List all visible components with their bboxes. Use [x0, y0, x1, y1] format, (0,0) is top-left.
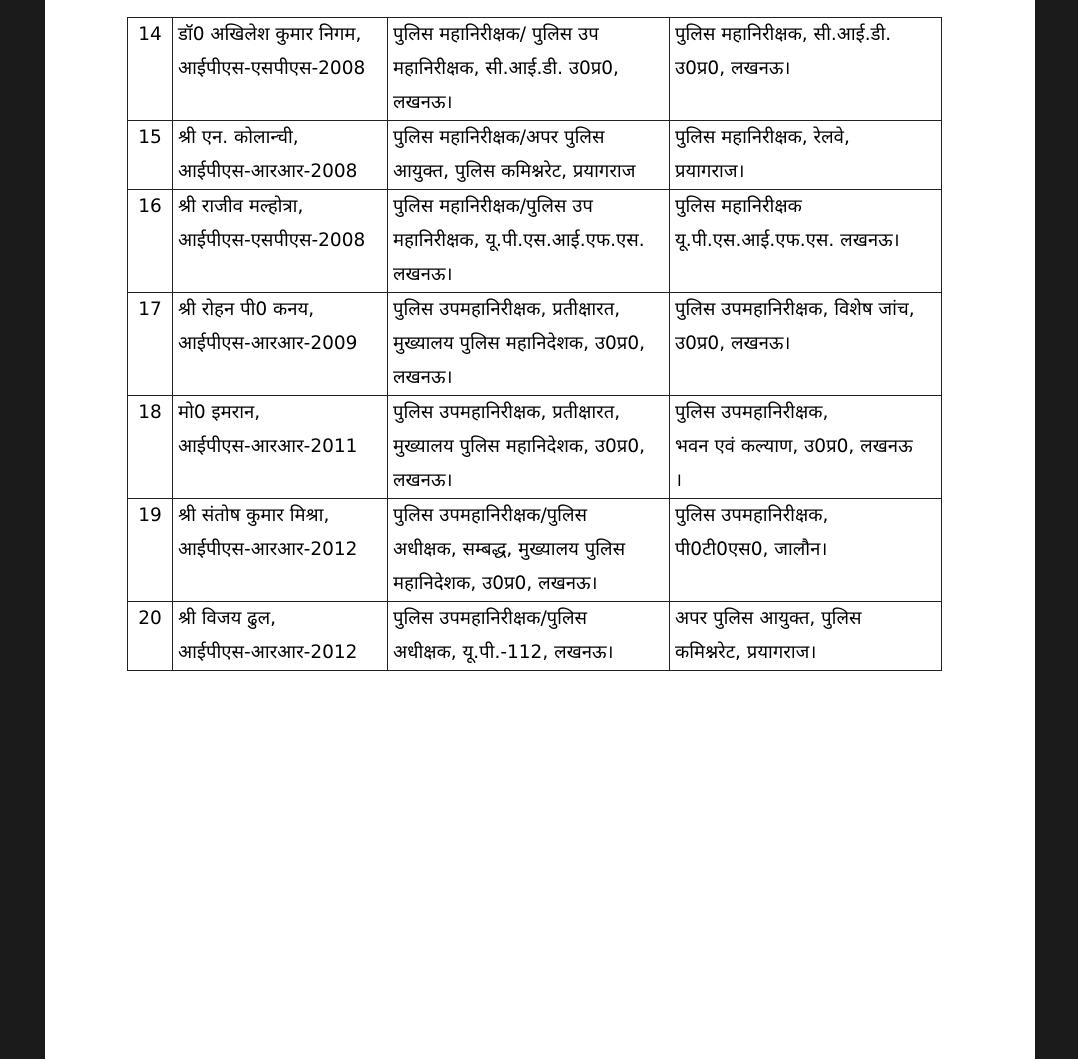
- serial-number: 20: [128, 602, 173, 671]
- new-post-line: उ0प्र0, लखनऊ।: [675, 58, 791, 79]
- current-post-cell: [388, 602, 670, 671]
- serial-number: 14: [128, 18, 173, 121]
- officer-batch: आईपीएस-आरआर-2011: [178, 436, 358, 457]
- new-post-line: पुलिस महानिरीक्षक: [675, 196, 802, 217]
- current-post-cell: [388, 121, 670, 190]
- officer-name: श्री रोहन पी0 कनय,: [178, 299, 315, 320]
- current-post-line: महानिदेशक, उ0प्र0, लखनऊ।: [393, 573, 598, 594]
- officer-name: मो0 इमरान,: [178, 402, 261, 423]
- current-post-line: अधीक्षक, सम्बद्ध, मुख्यालय पुलिस: [393, 539, 626, 560]
- new-post-cell: [670, 190, 942, 293]
- current-post-line: मुख्यालय पुलिस महानिदेशक, उ0प्र0,: [393, 333, 645, 354]
- new-post-line: पुलिस महानिरीक्षक, रेलवे,: [675, 127, 850, 148]
- officer-cell: [173, 602, 388, 671]
- new-post-line: भवन एवं कल्याण, उ0प्र0, लखनऊ: [675, 436, 913, 457]
- new-post-line: पुलिस उपमहानिरीक्षक, विशेष जांच,: [675, 299, 915, 320]
- current-post-line: महानिरीक्षक, सी.आई.डी. उ0प्र0,: [393, 58, 619, 79]
- table-row: [128, 396, 942, 499]
- current-post-cell: [388, 18, 670, 121]
- officer-batch: आईपीएस-आरआर-2012: [178, 642, 358, 663]
- officer-cell: [173, 190, 388, 293]
- current-post-line: लखनऊ।: [393, 367, 453, 388]
- new-post-line: कमिश्नरेट, प्रयागराज।: [675, 642, 817, 663]
- current-post-line: आयुक्त, पुलिस कमिश्नरेट, प्रयागराज: [393, 161, 636, 182]
- document-page: [45, 0, 1035, 1059]
- new-post-cell: [670, 499, 942, 602]
- current-post-line: पुलिस उपमहानिरीक्षक/पुलिस: [393, 608, 588, 629]
- current-post-cell: [388, 293, 670, 396]
- current-post-line: पुलिस महानिरीक्षक/पुलिस उप: [393, 196, 593, 217]
- officer-batch: आईपीएस-एसपीएस-2008: [178, 230, 366, 251]
- new-post-line: यू.पी.एस.आई.एफ.एस. लखनऊ।: [675, 230, 900, 251]
- officer-batch: आईपीएस-आरआर-2008: [178, 161, 358, 182]
- current-post-line: मुख्यालय पुलिस महानिदेशक, उ0प्र0,: [393, 436, 645, 457]
- current-post-cell: [388, 396, 670, 499]
- current-post-line: पुलिस उपमहानिरीक्षक/पुलिस: [393, 505, 588, 526]
- serial-number: 19: [128, 499, 173, 602]
- new-post-cell: [670, 293, 942, 396]
- current-post-cell: [388, 190, 670, 293]
- new-post-line: प्रयागराज।: [675, 161, 745, 182]
- current-post-line: लखनऊ।: [393, 264, 453, 285]
- new-post-cell: [670, 396, 942, 499]
- transfer-table-body: [128, 18, 942, 671]
- serial-number: 15: [128, 121, 173, 190]
- officer-batch: आईपीएस-आरआर-2009: [178, 333, 358, 354]
- officer-cell: [173, 499, 388, 602]
- new-post-cell: [670, 602, 942, 671]
- table-row: [128, 121, 942, 190]
- serial-number: 18: [128, 396, 173, 499]
- transfer-table: [127, 17, 942, 671]
- officer-name: डॉ0 अखिलेश कुमार निगम,: [178, 24, 362, 45]
- current-post-line: लखनऊ।: [393, 470, 453, 491]
- current-post-cell: [388, 499, 670, 602]
- current-post-line: पुलिस उपमहानिरीक्षक, प्रतीक्षारत,: [393, 402, 621, 423]
- new-post-line: ।: [675, 470, 683, 491]
- current-post-line: लखनऊ।: [393, 92, 453, 113]
- officer-cell: [173, 121, 388, 190]
- officer-batch: आईपीएस-आरआर-2012: [178, 539, 358, 560]
- table-row: [128, 18, 942, 121]
- officer-name: श्री विजय ढुल,: [178, 608, 277, 629]
- officer-cell: [173, 293, 388, 396]
- current-post-line: पुलिस उपमहानिरीक्षक, प्रतीक्षारत,: [393, 299, 621, 320]
- current-post-line: महानिरीक्षक, यू.पी.एस.आई.एफ.एस.: [393, 230, 645, 251]
- officer-name: श्री एन. कोलान्ची,: [178, 127, 299, 148]
- current-post-line: अधीक्षक, यू.पी.-112, लखनऊ।: [393, 642, 614, 663]
- officer-name: श्री संतोष कुमार मिश्रा,: [178, 505, 330, 526]
- new-post-line: अपर पुलिस आयुक्त, पुलिस: [675, 608, 862, 629]
- serial-number: 16: [128, 190, 173, 293]
- table-row: [128, 190, 942, 293]
- table-row: [128, 499, 942, 602]
- new-post-line: पी0टी0एस0, जालौन।: [675, 539, 828, 560]
- table-row: [128, 293, 942, 396]
- new-post-line: उ0प्र0, लखनऊ।: [675, 333, 791, 354]
- officer-batch: आईपीएस-एसपीएस-2008: [178, 58, 366, 79]
- officer-name: श्री राजीव मल्होत्रा,: [178, 196, 304, 217]
- serial-number: 17: [128, 293, 173, 396]
- new-post-line: पुलिस महानिरीक्षक, सी.आई.डी.: [675, 24, 892, 45]
- officer-cell: [173, 18, 388, 121]
- new-post-cell: [670, 121, 942, 190]
- new-post-cell: [670, 18, 942, 121]
- new-post-line: पुलिस उपमहानिरीक्षक,: [675, 402, 829, 423]
- current-post-line: पुलिस महानिरीक्षक/ पुलिस उप: [393, 24, 599, 45]
- table-row: [128, 602, 942, 671]
- officer-cell: [173, 396, 388, 499]
- new-post-line: पुलिस उपमहानिरीक्षक,: [675, 505, 829, 526]
- current-post-line: पुलिस महानिरीक्षक/अपर पुलिस: [393, 127, 605, 148]
